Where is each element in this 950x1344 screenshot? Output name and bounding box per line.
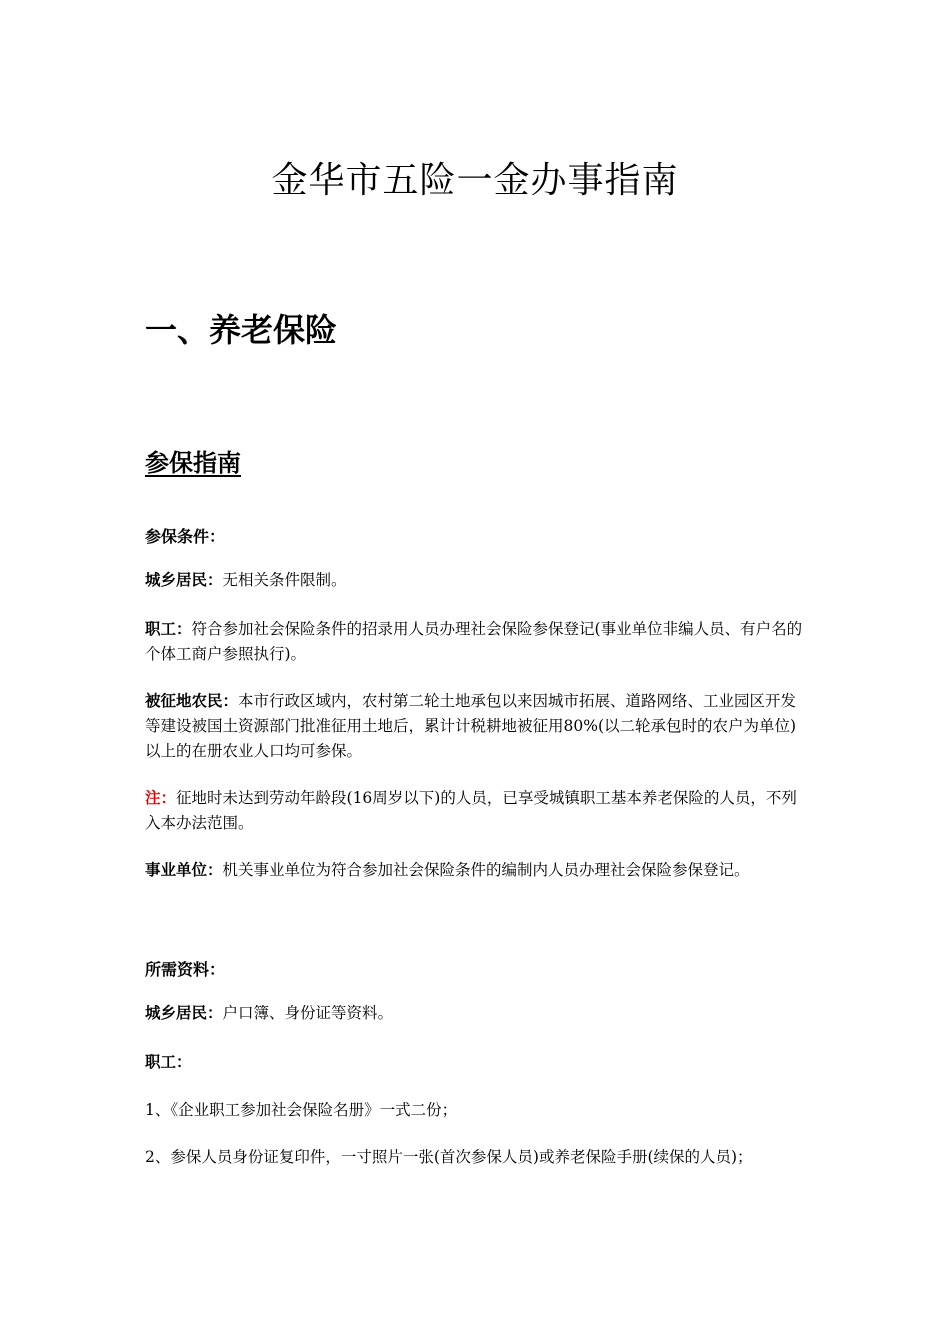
- material-item-2: 2、参保人员身份证复印件，一寸照片一张(首次参保人员)或养老保险手册(续保的人员)；: [145, 1148, 753, 1166]
- condition-institution: [145, 858, 810, 883]
- condition-employee-label: 职工：: [145, 620, 192, 638]
- subsection-heading-guide: 参保指南: [145, 449, 241, 477]
- condition-institution-label: 事业单位：: [145, 861, 223, 879]
- section-heading-pension: 一、养老保险: [145, 311, 338, 349]
- condition-urban-rural: [145, 568, 810, 593]
- material-urban-rural-label: 城乡居民：: [145, 1004, 223, 1022]
- material-employee-heading: 职工：: [145, 1053, 192, 1071]
- material-item-1: 1、《企业职工参加社会保险名册》一式二份；: [145, 1101, 458, 1119]
- condition-institution-text: 机关事业单位为符合参加社会保险条件的编制内人员办理社会保险参保登记。: [222, 861, 750, 879]
- materials-heading: 所需资料：: [145, 960, 226, 979]
- condition-employee: [145, 617, 810, 667]
- condition-note-text: 征地时未达到劳动年龄段(16周岁以下)的人员，已享受城镇职工基本养老保险的人员，不列入本办法范围。: [145, 789, 797, 832]
- condition-employee-text: 符合参加社会保险条件的招录用人员办理社会保险参保登记(事业单位非编人员、有户名的个体工商户参照执行)。: [145, 620, 803, 663]
- conditions-heading: 参保条件：: [145, 527, 226, 546]
- condition-land-farmer-text: 本市行政区域内，农村第二轮土地承包以来因城市拓展、道路网络、工业园区开发等建设被国土资源部门批准征用土地后，累计计税耕地被征用80%(以二轮承包时的农户为单位)以上的在册农业人口均可参保。: [145, 692, 797, 760]
- condition-land-farmer: [145, 689, 810, 764]
- condition-urban-rural-label: 城乡居民：: [145, 571, 223, 589]
- condition-land-farmer-label: 被征地农民：: [145, 692, 239, 710]
- material-urban-rural: [145, 1001, 810, 1026]
- material-urban-rural-text: 户口簿、身份证等资料。: [222, 1004, 394, 1022]
- condition-note: [145, 786, 810, 836]
- condition-note-label: 注：: [145, 789, 177, 807]
- condition-urban-rural-text: 无相关条件限制。: [222, 571, 347, 589]
- page-title: 金华市五险一金办事指南: [271, 160, 679, 201]
